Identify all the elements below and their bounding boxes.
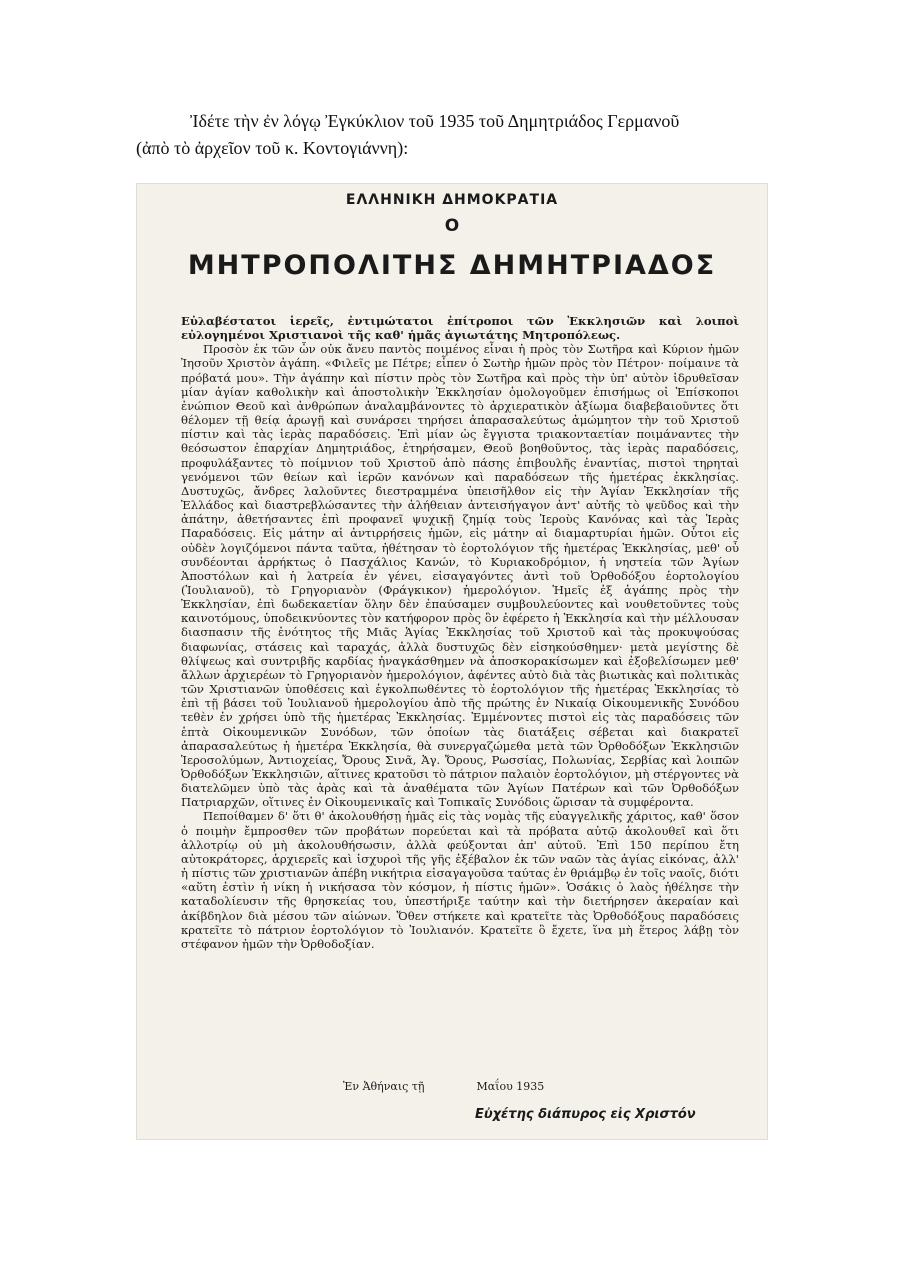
document-paragraph-1: Προσὸν ἐκ τῶν ὧν οὐκ ἄνευ παντὸς ποιμένος εἶναι ἡ πρὸς τὸν Σωτῆρα καὶ Κύριον ἡμῶν Ἰησοῦν Χριστὸν ἀγάπη. «Φιλεῖς με Πέτρε; εἶπεν ὁ Σωτὴρ ἡμῶν πρὸς τὸν Πέτρον· ποίμαινε τὰ πρόβατά μου». Τὴν ἀγάπην καὶ πίστιν πρὸς τὸν Σωτῆρα καὶ πρὸς τὴν ὑπ' αὐτὸν ἱδρυθεῖσαν μίαν ἁγίαν καθολικὴν καὶ ἀποστολικὴν Ἐκκλησίαν ὁμολογοῦμεν ἐπισήμως οἱ Ἐπίσκοποι ἐνώπιον Θεοῦ καὶ ἀνθρώπων ἀναλαμβάνοντες τὸ ἀρχιερατικὸν ἀξίωμα διαβεβαιοῦντες ὅτι θέλομεν τῇ θείᾳ ἀρωγῇ καὶ συνάρσει τηρήσει ἀπαρασαλεύτως ἀμώμητον τὴν τοῦ Χριστοῦ πίστιν καὶ τὰς ἱερὰς παραδόσεις. Ἐπὶ μίαν ὡς ἔγγιστα τριακονταετίαν ποιμάναντες τὴν θεόσωστον ἐπαρχίαν Δημητριάδος, ἐτηρήσαμεν, Θεοῦ βοηθοῦντος, τὰς ἱερὰς παραδόσεις, προφυλάξαντες τὸ ποίμνιον τοῦ Χριστοῦ ἀπὸ πάσης ἐπιβουλῆς ἐναντίας, πιστοὶ τηρηταὶ γενόμενοι τῶν θείων καὶ ἱερῶν κανόνων καὶ παραδόσεων τῆς ἡμετέρας ἐκκλησίας. Δυστυχῶς, ἄνδρες λαλοῦντες διεστραμμένα ὑπεισῆλθον εἰς τὴν Ἁγίαν Ἐκκλησίαν τῆς Ἑλλάδος καὶ διαστρεβλώσαντες τὴν ἀλήθειαν ἀντεισήγαγον ἀντ' αὐτῆς τὸ ψεῦδος καὶ τὴν ἀπάτην, ἀθετήσαντες ἐπὶ προφανεῖ ψυχικῇ ζημίᾳ τοὺς Ἱεροὺς Κανόνας καὶ τὰς Ἱερὰς Παραδόσεις. Εἰς μάτην αἱ ἀντιρρήσεις ἡμῶν, εἰς μάτην αἱ διαμαρτυρίαι ἡμῶν. Οὗτοι εἰς οὐδὲν λογιζόμενοι πάντα ταῦτα, ἠθέτησαν τὸ ἑορτολόγιον τῆς ἡμετέρας Ἐκκλησίας, μεθ' οὗ συνδέονται ἀρρήκτως ὁ Πασχάλιος Κανών, τὸ Κυριακοδρόμιον, ἡ νηστεία τῶν Ἁγίων Ἀποστόλων καὶ ἡ λατρεία ἐν γένει, εἰσαγαγόντες ἀντὶ τοῦ Ὀρθοδόξου ἑορτολογίου (Ἰουλιανοῦ), τὸ Γρηγοριανὸν (Φράγκικον) ἡμερολόγιον. Ἡμεῖς ἐξ ἀγάπης πρὸς τὴν Ἐκκλησίαν, ἐπὶ δωδεκαετίαν ὅλην δὲν ἐπαύσαμεν συμβουλεύοντες καὶ νουθετοῦντες τοὺς καινοτόμους, ὑποδεικνύοντες τὸν κατήφορον πρὸς ὃν ἐφέρετο ἡ Ἐκκλησία καὶ τὴν μέλλουσαν διασπασιν τῆς ἑνότητος τῆς Μιᾶς Ἁγίας Ἐκκλησίας τοῦ Χριστοῦ καὶ τὰς προκυψούσας διαφωνίας, στάσεις καὶ ταραχάς, ἀλλὰ δυστυχῶς δὲν εἰσηκούσθημεν· μετὰ μεγίστης δὲ θλίψεως καὶ συντριβῆς καρδίας ἠναγκάσθημεν νὰ ἀποσκορακίσωμεν καὶ ἐξοβελίσωμεν μεθ' ἄλλων ἀρχιερέων τὸ Γρηγοριανὸν ἡμερολόγιον, ἀφέντες αὐτὸ διὰ τὰς βιωτικὰς καὶ πολιτικὰς τῶν Χριστιανῶν ὑποθέσεις καὶ ἐγκολπωθέντες τὸ ἑορτολόγιον τῆς ἡμετέρας Ἐκκλησίας τὸ ἐπὶ τῇ βάσει τοῦ Ἰουλιανοῦ ἡμερολογίου ἀπὸ τῆς πρώτης ἐν Νικαίᾳ Οἰκουμενικῆς Συνόδου τεθὲν ἐν χρήσει ὑπὸ τῆς ἡμετέρας Ἐκκλησίας. Ἐμμένοντες πιστοὶ εἰς τὰς παραδόσεις τῶν ἑπτὰ Οἰκουμενικῶν Συνόδων, τῶν ὁποίων τὰς διατάξεις σέβεται καὶ διακρατεῖ ἀπαρασαλεύτως ἡ ἡμετέρα Ἐκκλησία, θὰ συνεργαζώμεθα μετὰ τῶν Ὀρθοδόξων Ἐκκλησιῶν Ἱεροσολύμων, Ἀντιοχείας, Ὄρους Σινᾶ, Ἁγ. Ὄρους, Ρωσσίας, Πολωνίας, Σερβίας καὶ λοιπῶν Ὀρθοδόξων Ἐκκλησιῶν, αἵτινες κρατοῦσι τὸ πάτριον παλαιὸν ἑορτολόγιον, μὴ στέργοντες νὰ διατελῶμεν ὑπὸ τὰς ἀρὰς καὶ τὰ ἀναθέματα τῶν Ἁγίων Πατέρων καὶ τῶν Ὀρθοδόξων Πατριαρχῶν, οἵτινες ἐν Οἰκουμενικαῖς καὶ Τοπικαῖς Συνόδοις ὥρισαν τὰ συμφέροντα. [181,342,739,810]
document-date-place: Ἐν Ἀθήναις τῇ [343,1080,425,1093]
document-salutation: Εὐλαβέστατοι ἱερεῖς, ἐντιμώτατοι ἐπίτροποι τῶν Ἐκκλησιῶν καὶ λοιποὶ εὐλογημένοι Χριστιανοὶ τῆς καθ' ἡμᾶς ἁγιωτάτης Μητροπόλεως. [181,314,739,343]
document-date-month: Μαΐου 1935 [476,1080,545,1093]
document-body [181,314,739,951]
intro-line-2: (ἀπὸ τὸ ἀρχεῖον τοῦ κ. Κοντογιάννη): [136,138,409,158]
document-signature: Εὐχέτης διάπυρος εἰς Χριστόν [475,1107,696,1122]
document-header-article: Ο [444,216,460,236]
intro-line-1: Ἰδέτε τὴν ἐν λόγῳ Ἐγκύκλιον τοῦ 1935 τοῦ Δημητριάδος Γερμανοῦ [190,111,680,131]
document-date [343,1080,544,1093]
document-header-republic: ΕΛΛΗΝΙΚΗ ΔΗΜΟΚΡΑΤΙΑ [345,192,559,208]
intro-text [136,108,776,162]
document-title: ΜΗΤΡΟΠΟΛΙΤΗΣ ΔΗΜΗΤΡΙΑΔΟΣ [187,250,717,281]
document-paragraph-2: Πεποίθαμεν δ' ὅτι θ' ἀκολουθήσῃ ἡμᾶς εἰς τὰς νομὰς τῆς εὐαγγελικῆς χάριτος, καθ' ὅσον ὁ ποιμὴν ἔμπροσθεν τῶν προβάτων πορεύεται καὶ τὰ πρόβατα αὐτῷ ἀκολουθεῖ καὶ ὅτι ἀλλοτρίῳ οὐ μὴ ἀκολουθήσωσιν, ἀλλὰ φεύξονται ἀπ' αὐτοῦ. Ἐπὶ 150 περίπου ἔτη αὐτοκράτορες, ἀρχιερεῖς καὶ ἰσχυροὶ τῆς γῆς ἐξέβαλον ἐκ τῶν ναῶν τὰς ἁγίας εἰκόνας, ἀλλ' ἡ πίστις τῶν χριστιανῶν ἀπέβη νικήτρια εἰσαγαγοῦσα ταύτας ἐν θριάμβῳ ἐν τοῖς ναοῖς, διότι «αὕτη ἐστὶν ἡ νίκη ἡ νικήσασα τὸν κόσμον, ἡ πίστις ἡμῶν». Ὁσάκις ὁ λαὸς ἠθέλησε τὴν καταδολίευσιν τῆς θρησκείας του, ὑπεστήριξε ταύτην καὶ τὴν διετήρησεν ἀκεραίαν καὶ ἀκίβδηλον διὰ μέσου τῶν αἰώνων. Ὅθεν στήκετε καὶ κρατεῖτε τὰς Ὀρθοδόξους παραδόσεις κρατεῖτε τὸ πάτριον ἑορτολόγιον τὸ Ἰουλιανόν. Κρατεῖτε ὃ ἔχετε, ἵνα μὴ ἕτερος λάβῃ τὸν στέφανον ἡμῶν τὴν Ὀρθοδοξίαν. [181,809,739,951]
scanned-document [136,183,768,1140]
